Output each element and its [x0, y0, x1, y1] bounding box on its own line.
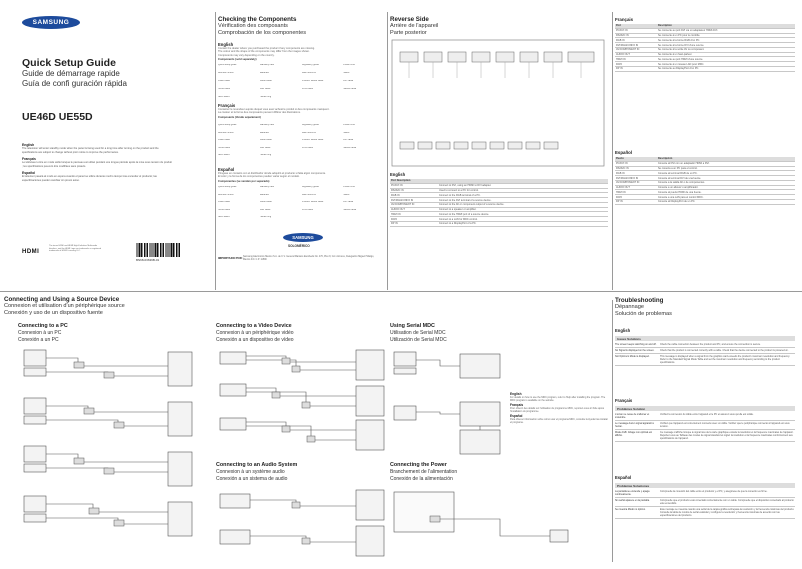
hdmi-logo: HDMI — [22, 249, 40, 255]
component-item: Holder-ring — [259, 216, 272, 219]
components-es — [218, 167, 378, 183]
issue-text: Not Optimum Mode is displayed. — [615, 355, 650, 358]
note-text: Components may vary depending on the country. — [218, 53, 275, 57]
issue-text: No Signal is displayed on the screen. — [615, 349, 655, 352]
mdc-title-fr: Utilisation de Serial MDC — [390, 330, 446, 336]
sub-heading: Componentes (se venden por separado) — [218, 179, 270, 183]
issue-text: Le message Aucun signal apparaît à l'écran. — [615, 422, 654, 428]
component-item: LAN cable — [259, 208, 271, 211]
table-cell: Conecte al terminal RGB de un PC. — [657, 171, 795, 176]
table-cell: Se connecte à un PC pour le contrôle. — [657, 33, 795, 38]
component-item: Stand — [343, 193, 350, 196]
component-item: RJ45 cable — [301, 208, 313, 211]
sub-heading: Composants (Vendu séparément) — [218, 115, 261, 119]
components-list-fr — [218, 124, 383, 162]
lang-heading: English — [218, 42, 234, 47]
component-item: DVI cable — [343, 201, 354, 204]
table-cell: RJ45 — [390, 217, 438, 222]
solution-text: Vérifiez la connexion du câble entre l'appareil et le PC et assurez-vous qu'elle est solide. — [660, 413, 754, 416]
sub-heading: Components (sold separately) — [218, 58, 257, 62]
table-cell: DVI/MAGICINFO IN — [615, 176, 657, 181]
page-title: Quick Setup Guide — [22, 57, 116, 69]
power-connection-diagram — [390, 486, 580, 561]
table-cell: DP IN — [390, 222, 438, 227]
note-text: Contact the dealer where you purchased the product if any components are missing. — [218, 47, 315, 50]
table-row — [615, 507, 795, 519]
divider — [612, 12, 613, 290]
component-item: Video cable — [218, 139, 230, 142]
mdc-title: Using Serial MDC — [390, 323, 435, 329]
table-cell: Se connecte au DisplayPort d'un PC. — [657, 67, 795, 72]
component-item: Warranty card — [259, 186, 275, 188]
rear-title-fr: Arrière de l'appareil — [390, 23, 439, 29]
table-cell: Connect to the DVI terminal of a source device. — [438, 198, 608, 203]
components-title-fr: Vérification des composants — [218, 23, 288, 29]
table-cell: AV/COMPONENT IN — [615, 47, 657, 52]
lang-heading: Français — [615, 398, 633, 403]
issue-text: The screen keeps switching on and off. — [615, 343, 657, 346]
component-item: Semi stand — [218, 154, 230, 157]
components-en — [218, 42, 378, 61]
table-row — [615, 421, 795, 430]
component-item: Power cord — [343, 186, 355, 188]
component-item: Wall mount kit — [301, 72, 316, 74]
table-cell: Conecte a un altavoz o amplificador. — [657, 185, 795, 190]
solution-text: Compruebe que el producto esté conectado correctamente con un cable. Compruebe que el dispositivo conectado al producto esté encendido. — [660, 499, 794, 505]
rear-panel-diagram — [390, 38, 608, 168]
importado-label: IMPORTADO POR : — [218, 256, 244, 260]
rear-title: Reverse Side — [390, 16, 429, 23]
note-text: Para obtener información sobre cómo usar el programa MDC, consulte la Ayuda tras instalar el programa. — [510, 418, 608, 425]
video-title-es: Conexión a un dispositivo de vídeo — [216, 337, 294, 343]
component-item: Power cord — [343, 64, 355, 66]
issue-text: L'écran ne cesse de s'allumer et s'éteindre. — [615, 413, 650, 419]
component-item: Stereo cable — [343, 208, 357, 211]
component-item: RJ45 cable — [301, 146, 313, 149]
note-text: La couleur et la forme des composants peuvent différer des illustrations. — [218, 111, 301, 115]
component-item: Batteries — [259, 193, 269, 196]
issue-text: Sin señal aparece en la pantalla. — [615, 499, 650, 502]
component-item: Warranty card — [259, 124, 275, 126]
espanol-title: Español — [615, 150, 633, 155]
table-cell: HDMI IN — [390, 212, 438, 217]
solution-text: Compruebe la conexión del cable entre el producto y el PC, y asegúrese de que la conexión es firme. — [660, 490, 768, 493]
components-fr — [218, 103, 378, 119]
pc-title-es: Conexión a un PC — [18, 337, 59, 343]
table-header: Description — [657, 24, 795, 28]
lang-heading: English — [22, 143, 35, 147]
component-item: Regulatory guide — [301, 64, 319, 66]
francais-ports-table — [615, 24, 795, 72]
cover-notes — [22, 143, 172, 183]
table-cell: AUDIO OUT — [615, 52, 657, 57]
table-cell: Conecte a una LAN para el control MDC. — [657, 195, 795, 200]
table-cell: Connect to the RGB terminal of a PC. — [438, 193, 608, 198]
table-cell: PC/DVI IN — [390, 183, 438, 188]
power-title-fr: Branchement de l'alimentation — [390, 469, 458, 475]
table-cell: DVI/MAGICINFO IN — [390, 198, 438, 203]
table-row — [615, 200, 795, 205]
table-cell: Used to connect to a PC for control. — [438, 188, 608, 193]
component-item: Audio cable — [259, 80, 272, 82]
components-title-es: Comprobación de los componentes — [218, 30, 306, 36]
connect-source-title-fr: Connexion et utilisation d'un périphérique source — [4, 303, 125, 309]
samsung-logo: SAMSUNG — [283, 233, 323, 242]
table-cell: PC/DVI IN — [615, 161, 657, 166]
table-header: Puerto — [615, 157, 657, 161]
component-item: Stereo cable — [343, 146, 357, 149]
table-cell: Connect to a DisplayPort of a PC. — [438, 222, 608, 227]
component-item: Quick setup guide — [218, 64, 237, 66]
lang-heading: Français — [510, 403, 524, 408]
table-cell: RGB IN — [390, 193, 438, 198]
lang-heading: Español — [510, 414, 523, 419]
component-item: Regulatory guide — [301, 124, 319, 126]
note-text: Pour obtenir des détails sur l'utilisation du programme MDC, reportez-vous à l'Aide après l'installation du programme. — [510, 407, 605, 414]
table-cell: Se connecte à un réseau LAN pour MDC. — [657, 62, 795, 67]
audio-title: Connecting to an Audio System — [216, 462, 298, 468]
table-cell: Se connecte à la borne RGB d'un PC. — [657, 38, 795, 43]
table-cell: Connect to a speaker or amplifier. — [438, 207, 608, 212]
component-item: Remote control — [218, 72, 234, 74]
table-cell: RS232C IN — [615, 166, 657, 171]
lang-heading: Español — [218, 167, 235, 172]
power-title: Connecting the Power — [390, 462, 447, 468]
power-title-es: Conexión de la alimentación — [390, 476, 453, 482]
brand-logo: SAMSUNG — [22, 16, 80, 29]
samsung-sub: SOLOMÉRICO — [288, 244, 310, 248]
table-row — [615, 67, 795, 72]
table-cell: RGB IN — [615, 38, 657, 43]
table-cell: Se connecte à la borne DVI d'une source. — [657, 43, 795, 48]
lang-heading: Français — [218, 103, 236, 108]
component-item: LAN cable — [259, 88, 271, 90]
table-cell: Connect to a LAN for MDC control. — [438, 217, 608, 222]
note-text: The colour and the shape of the components may differ from the images shown. — [218, 50, 310, 54]
table-cell: RGB IN — [615, 171, 657, 176]
table-row — [615, 489, 795, 498]
pc-title-fr: Connexion à un PC — [18, 330, 62, 336]
issue-text: Mode d'affi. Ghage non optimal est affiché. — [615, 431, 652, 437]
solution-text: Este mensaje se muestra cuando una señal de la tarjeta gráfica sobrepasa la resolución y la frecuencia máximas del producto. Consulte la tabla de modos de señal estándar y configure la resolución y frecuencia máximas de acuerdo con las especificaciones del producto. — [660, 508, 795, 517]
table-cell: DVI/MAGICINFO IN — [615, 43, 657, 48]
mdc-connection-diagram — [390, 346, 510, 458]
audio-connection-diagram — [216, 486, 391, 561]
table-row — [615, 430, 795, 442]
component-item: Remote control — [218, 193, 234, 196]
component-item: LAN cable — [259, 146, 271, 149]
component-item: Wall mount kit — [301, 193, 316, 196]
barcode — [136, 243, 180, 257]
table-header: Problemas Soluciones — [615, 483, 795, 488]
component-item: Semi stand — [218, 96, 230, 98]
model-number: UE46D UE55D — [22, 111, 93, 123]
table-cell: HDMI IN — [615, 190, 657, 195]
issue-text: Se muestra Modo no óptimo. — [615, 508, 646, 511]
table-header: Port — [615, 24, 657, 28]
component-item: Audio cable — [259, 201, 272, 204]
page-title-es: Guía de confi guración rápida — [22, 79, 127, 88]
importado-text: Samsung Electronics México S.A. de C.V. General Mariano Escobedo No. 476, Piso 8, Col. Anzures, Delegación Miguel Hidalgo, México D.F. C.P. 11590 — [243, 256, 375, 261]
component-item: Stand — [343, 131, 350, 134]
table-cell: Connect to DVI, using an HDMI to DVI adapter. — [438, 183, 608, 188]
mdc-notes — [510, 392, 608, 425]
table-cell: Conecte al puerto HDMI de una fuente. — [657, 190, 795, 195]
component-item: Regulatory guide — [301, 186, 319, 188]
table-row — [615, 498, 795, 507]
table-cell: Se connecte à la sortie AV ou composant. — [657, 47, 795, 52]
lang-heading: English — [615, 328, 631, 333]
notice-text: The television will enter standby mode when the panel is being used for a long time after turning on the product and the specifications are subject to change without prior notice to improve the performance. — [22, 147, 159, 154]
table-cell: RS232C IN — [390, 188, 438, 193]
table-cell: Connect to the AV or component output of a source device. — [438, 202, 608, 207]
component-item: RS232C stereo cable — [301, 139, 324, 142]
component-item: Holder-ring — [259, 96, 272, 98]
component-item: Semi stand — [218, 216, 230, 219]
trouble-table-es — [615, 489, 795, 519]
table-cell: AV/COMPONENT IN — [390, 202, 438, 207]
notice-text: Le téléviseur entre en mode veille lorsque le panneau est utilisé pendant une longue période après la mise sous tension du produit ; les spécifications peuvent être modifiées sans préavis. — [22, 161, 172, 168]
note-text: El color y la forma de los componentes pueden variar según el modelo. — [218, 175, 300, 179]
table-cell: AV/COMPONENT IN — [615, 180, 657, 185]
component-item: Wall mount kit — [301, 131, 316, 134]
component-item: HDMI cable — [218, 88, 230, 90]
mdc-title-es: Utilización de Serial MDC — [390, 337, 447, 343]
table-cell: RJ45 — [615, 62, 657, 67]
trouble-title-es: Solución de problemas — [615, 311, 672, 317]
audio-title-fr: Connexion à un système audio — [216, 469, 285, 475]
component-item: Remote control — [218, 131, 234, 134]
rear-ports-table — [390, 179, 608, 227]
table-cell: Conecte al DisplayPort de un PC. — [657, 200, 795, 205]
component-item: DVI cable — [343, 80, 354, 82]
pc-title: Connecting to a PC — [18, 323, 68, 329]
video-connection-diagram — [216, 346, 391, 456]
rear-title-es: Parte posterior — [390, 30, 427, 36]
divider — [387, 12, 388, 290]
component-item: RS232C stereo cable — [301, 201, 324, 204]
video-title-fr: Connexion à un périphérique vidéo — [216, 330, 294, 336]
table-row — [615, 354, 795, 366]
audio-title-es: Conexión a un sistema de audio — [216, 476, 288, 482]
table-cell: DP IN — [615, 67, 657, 72]
table-cell: PC/DVI IN — [615, 28, 657, 33]
component-item: Quick setup guide — [218, 124, 237, 126]
component-item: Video cable — [218, 80, 230, 82]
table-cell: Conecte a la salida AV o de componentes. — [657, 180, 795, 185]
component-item: Holder-ring — [259, 154, 272, 157]
solution-text: Vérifiez que l'appareil est correctement connecté avec un câble. Vérifiez que le périphérique connecté à l'appareil est sous tension. — [660, 422, 790, 428]
table-cell: RJ45 — [615, 195, 657, 200]
lang-heading: English — [510, 392, 522, 396]
lang-heading: Français — [22, 157, 36, 162]
component-item: Stand — [343, 72, 350, 74]
table-header: Descripción — [657, 157, 795, 161]
components-list-en — [218, 64, 383, 104]
note-text: Contactez le revendeur auprès duquel vous avez acheté le produit si des composants manquent. — [218, 108, 330, 111]
component-item: Audio cable — [259, 139, 272, 142]
component-item: DVI cable — [343, 139, 354, 142]
espanol-ports-table — [615, 157, 795, 205]
lang-heading: English — [390, 172, 406, 177]
note-text: For details on how to use the MDC program, refer to Help after installing the program. The MDC program is available on the website. — [510, 396, 606, 403]
lang-heading: Español — [615, 475, 632, 480]
table-header: Problèmes Solution — [615, 406, 795, 411]
table-cell: Se connecte au port DVI via un adaptateur HDMI-DVI. — [657, 28, 795, 33]
component-item: RS232C stereo cable — [301, 80, 324, 82]
component-item: Quick setup guide — [218, 186, 237, 188]
lang-heading: Español — [22, 171, 36, 176]
table-cell: AUDIO OUT — [615, 185, 657, 190]
component-item: Power cord — [343, 124, 355, 126]
table-cell: DP IN — [615, 200, 657, 205]
component-item: Batteries — [259, 72, 269, 74]
connect-source-title-es: Conexión y uso de un dispositivo fuente — [4, 310, 103, 316]
video-title: Connecting to a Video Device — [216, 323, 292, 329]
trouble-title-fr: Dépannage — [615, 304, 644, 310]
components-list-es — [218, 186, 383, 224]
component-item: Stereo cable — [343, 88, 357, 90]
francais-title: Français — [615, 17, 634, 22]
barcode-number: BN68-03639B-01 — [136, 258, 160, 262]
table-cell: Se conecta a un PC para el control. — [657, 166, 795, 171]
solution-text: Check the cable connection between the product and PC, and ensure the connection is secure. — [660, 343, 761, 346]
note-text: Póngase en contacto con el distribuidor donde adquirió el producto si falta algún componente. — [218, 172, 326, 175]
page-title-fr: Guide de démarrage rapide — [22, 69, 120, 78]
pc-connection-diagram — [18, 346, 198, 556]
table-header: Port Description — [390, 179, 608, 183]
connect-source-title: Connecting and Using a Source Device — [4, 296, 120, 303]
table-cell: Se connecte au port HDMI d'une source. — [657, 57, 795, 62]
trouble-table-fr — [615, 412, 795, 442]
notice-text: El televisor pasará al modo en espera cuando el panel se utilice durante mucho tiempo tras encender el producto; las especificaciones pueden cambiar sin previo aviso. — [22, 175, 157, 182]
solution-text: This message is displayed when a signal from the graphics card exceeds the product's maximum resolution and frequency. Refer to the Standard Signal Mode Table and set the maximum resolution and frequency according to the product specifications. — [660, 355, 790, 364]
divider — [612, 300, 613, 562]
table-row — [390, 222, 608, 227]
issue-text: La pantalla se enciende y apaga continuamente. — [615, 490, 650, 496]
component-item: HDMI cable — [218, 146, 230, 149]
hdmi-notice: The terms HDMI and HDMI High-Definition Multimedia Interface, and the HDMI Logo are trademarks or registered trademarks of HDMI Licensing LLC. — [49, 245, 102, 253]
component-item: RJ45 cable — [301, 88, 313, 90]
solution-text: Check that the product is connected correctly with a cable. Check that the device connected to the product is powered on. — [660, 349, 789, 352]
table-cell: Connect to the HDMI port of a source device. — [438, 212, 608, 217]
table-header: Issues Solutions — [615, 336, 795, 341]
divider — [215, 12, 216, 290]
component-item: Warranty card — [259, 64, 275, 66]
trouble-table-en — [615, 342, 795, 366]
components-title: Checking the Components — [218, 16, 297, 23]
component-item: Batteries — [259, 131, 269, 134]
component-item: HDMI cable — [218, 208, 230, 211]
component-item: Video cable — [218, 201, 230, 204]
table-cell: AUDIO OUT — [390, 207, 438, 212]
solution-text: Ce message s'affiche lorsque le signal issu de la carte graphique excède la résolution et la fréquence maximales de l'appareil. Reportez-vous au Tableau des modes de signal standard et réglez la résolution et la fréquence maximales conformément aux spécifications de l'appareil. — [660, 431, 794, 440]
table-cell: Conecte al terminal DVI de una fuente. — [657, 176, 795, 181]
table-cell: RS232C IN — [615, 33, 657, 38]
table-cell: Conecte al DVI con un adaptador HDMI a DVI. — [657, 161, 795, 166]
table-cell: Se connecte à un haut-parleur. — [657, 52, 795, 57]
fold-line — [0, 291, 802, 292]
table-cell: HDMI IN — [615, 57, 657, 62]
table-row — [615, 412, 795, 421]
trouble-title: Troubleshooting — [615, 297, 664, 304]
